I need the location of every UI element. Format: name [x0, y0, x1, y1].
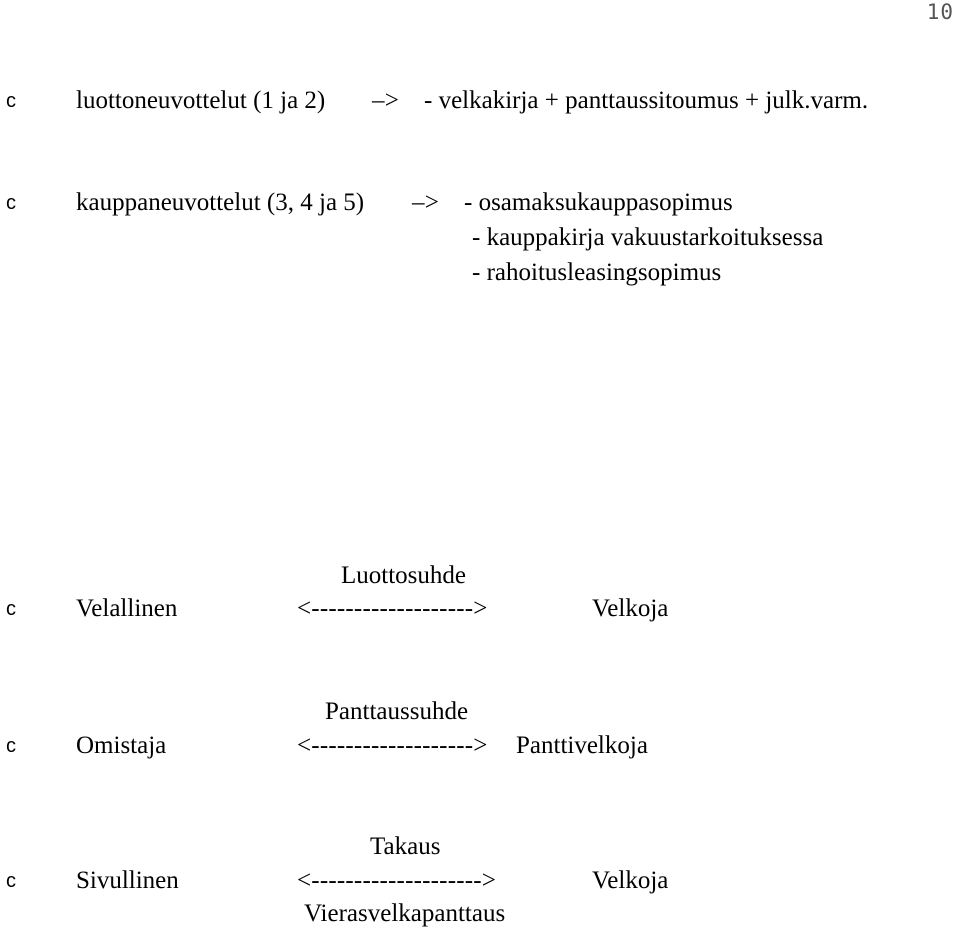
relation-label: Takaus — [370, 833, 441, 860]
section2-item: - kauppakirja vakuustarkoituksessa — [472, 224, 824, 251]
section1-left-text: luottoneuvottelut (1 ja 2) — [76, 87, 326, 114]
relation-right-party: Panttivelkoja — [516, 732, 648, 759]
relation-arrow: <--------------------> — [297, 867, 497, 894]
section2-item: - osamaksukauppasopimus — [464, 189, 733, 216]
bullet-marker: c — [6, 192, 16, 214]
bullet-marker: c — [6, 90, 16, 112]
section2-arrow: –> — [412, 189, 439, 216]
section1-arrow: –> — [372, 87, 399, 114]
relation-left-party: Sivullinen — [76, 867, 179, 894]
bullet-marker: c — [6, 870, 16, 892]
relation-label: Panttaussuhde — [325, 698, 469, 725]
relation-left-party: Omistaja — [76, 732, 167, 759]
bullet-marker: c — [6, 598, 16, 620]
relation-arrow: <-------------------> — [297, 595, 488, 622]
section2-left-text: kauppaneuvottelut (3, 4 ja 5) — [76, 189, 365, 216]
relation-left-party: Velallinen — [76, 595, 178, 622]
relation-right-party: Velkoja — [592, 595, 669, 622]
relation-sublabel: Vierasvelkapanttaus — [304, 900, 506, 927]
section1-item: - velkakirja + panttaussitoumus + julk.varm. — [424, 87, 869, 114]
relation-arrow: <-------------------> — [297, 732, 488, 759]
relation-label: Luottosuhde — [341, 562, 466, 589]
relation-right-party: Velkoja — [592, 867, 669, 894]
bullet-marker: c — [6, 735, 16, 757]
page-number: 10 — [926, 0, 954, 24]
section2-item: - rahoitusleasingsopimus — [472, 259, 722, 286]
